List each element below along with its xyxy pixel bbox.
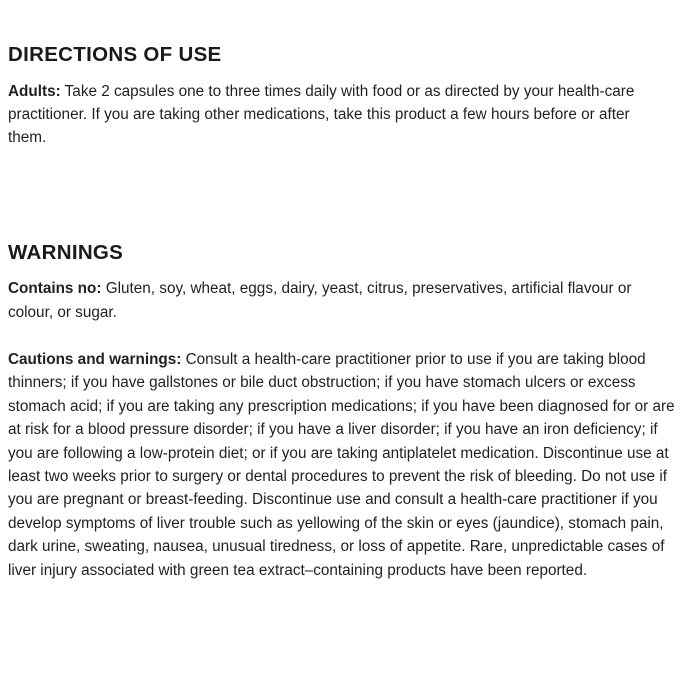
adults-dosage-paragraph bbox=[8, 80, 666, 150]
contains-no-paragraph bbox=[8, 277, 680, 324]
directions-of-use-section bbox=[8, 44, 684, 150]
adults-dosage-text: Take 2 capsules one to three times daily with food or as directed by your health-care practitioner. If you are taking other medications, take this product a few hours before or after them. bbox=[8, 82, 635, 147]
warnings-heading: WARNINGS bbox=[8, 240, 124, 264]
cautions-and-warnings-paragraph bbox=[8, 348, 680, 582]
contains-no-label: Contains no: bbox=[8, 280, 102, 298]
section-spacer bbox=[8, 160, 684, 242]
cautions-and-warnings-text: Consult a health-care practitioner prior to use if you are taking blood thinners; if you have gallstones or bile duct obstruction; if you have stomach ulcers or excess stomach acid; if you are taking any prescription medications; if you have been diagnosed for or are at risk for a blood pressure disorder; if you have a liver disorder; if you have an iron deficiency; if you are following a low-protein diet; or if you are taking antiplatelet medication. Discontinue use at least two weeks prior to surgery or dental procedures to prevent the risk of bleeding. Do not use if you are pregnant or breast-feeding. Discontinue use and consult a health-care practitioner if you develop symptoms of liver trouble such as yellowing of the skin or eyes (jaundice), stomach pain, dark urine, sweating, nausea, unusual tiredness, or loss of appetite. Rare, unpredictable cases of liver injury associated with green tea extract–containing products have been reported. bbox=[8, 351, 675, 579]
paragraph-spacer bbox=[8, 334, 680, 348]
adults-label: Adults: bbox=[8, 82, 61, 100]
cautions-and-warnings-label: Cautions and warnings: bbox=[8, 351, 182, 369]
warnings-section bbox=[8, 242, 684, 582]
contains-no-text: Gluten, soy, wheat, eggs, dairy, yeast, citrus, preservatives, artificial flavour or colour, or sugar. bbox=[8, 280, 632, 321]
directions-of-use-heading: DIRECTIONS OF USE bbox=[8, 43, 222, 66]
